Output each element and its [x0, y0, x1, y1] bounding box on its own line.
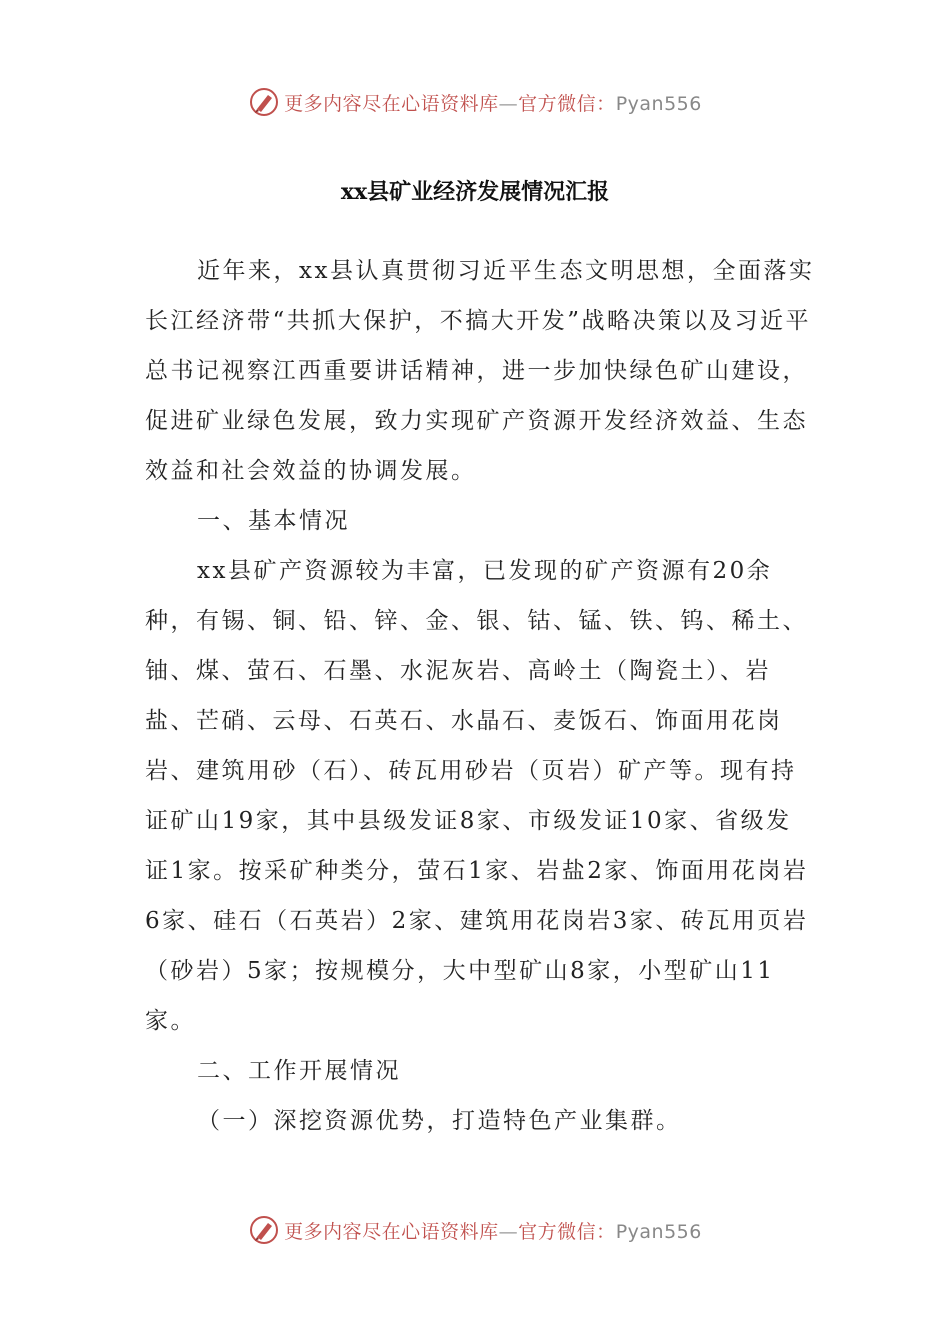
watermark-footer	[0, 1208, 950, 1252]
pen-logo-icon	[248, 1214, 280, 1246]
section-heading-basic: 一、基本情况	[197, 508, 350, 534]
watermark-label: 官方微信：	[518, 1220, 616, 1243]
watermark-dash: —	[498, 92, 519, 115]
watermark-brand: 更多内容尽在心语资料库	[284, 92, 499, 115]
watermark-text	[284, 1217, 702, 1244]
document-title: xx县矿业经济发展情况汇报	[340, 179, 610, 205]
watermark-wechat-id: Pyan556	[615, 1220, 702, 1243]
pen-logo-icon	[248, 86, 280, 118]
paragraph-intro: 近年来，xx县认真贯彻习近平生态文明思想，全面落实长江经济带“共抓大保护，不搞大开发”战略决策以及习近平总书记视察江西重要讲话精神，进一步加快绿色矿山建设，促进矿业绿色发展，致力实现矿产资源开发经济效益、生态效益和社会效益的协调发展。	[145, 258, 815, 484]
section-heading-work: 二、工作开展情况	[197, 1058, 401, 1084]
watermark-text	[284, 89, 702, 116]
paragraph-basic-situation: xx县矿产资源较为丰富，已发现的矿产资源有20余种，有锡、铜、铅、锌、金、银、钴、锰、铁、钨、稀土、铀、煤、萤石、石墨、水泥灰岩、高岭土（陶瓷土）、岩盐、芒硝、云母、石英石、水晶石、麦饭石、饰面用花岗岩、建筑用砂（石）、砖瓦用砂岩（页岩）矿产等。现有持证矿山19家，其中县级发证8家、市级发证10家、省级发证1家。按采矿种类分，萤石1家、岩盐2家、饰面用花岗岩6家、硅石（石英岩）2家、建筑用花岗岩3家、砖瓦用页岩（砂岩）5家；按规模分，大中型矿山8家，小型矿山11家。	[145, 558, 809, 1034]
subsection-heading-1: （一）深挖资源优势，打造特色产业集群。	[197, 1108, 682, 1134]
document-body	[145, 246, 815, 1146]
watermark-brand: 更多内容尽在心语资料库	[284, 1220, 499, 1243]
watermark-dash: —	[498, 1220, 519, 1243]
watermark-header	[0, 80, 950, 124]
watermark-wechat-id: Pyan556	[615, 92, 702, 115]
watermark-label: 官方微信：	[518, 92, 616, 115]
